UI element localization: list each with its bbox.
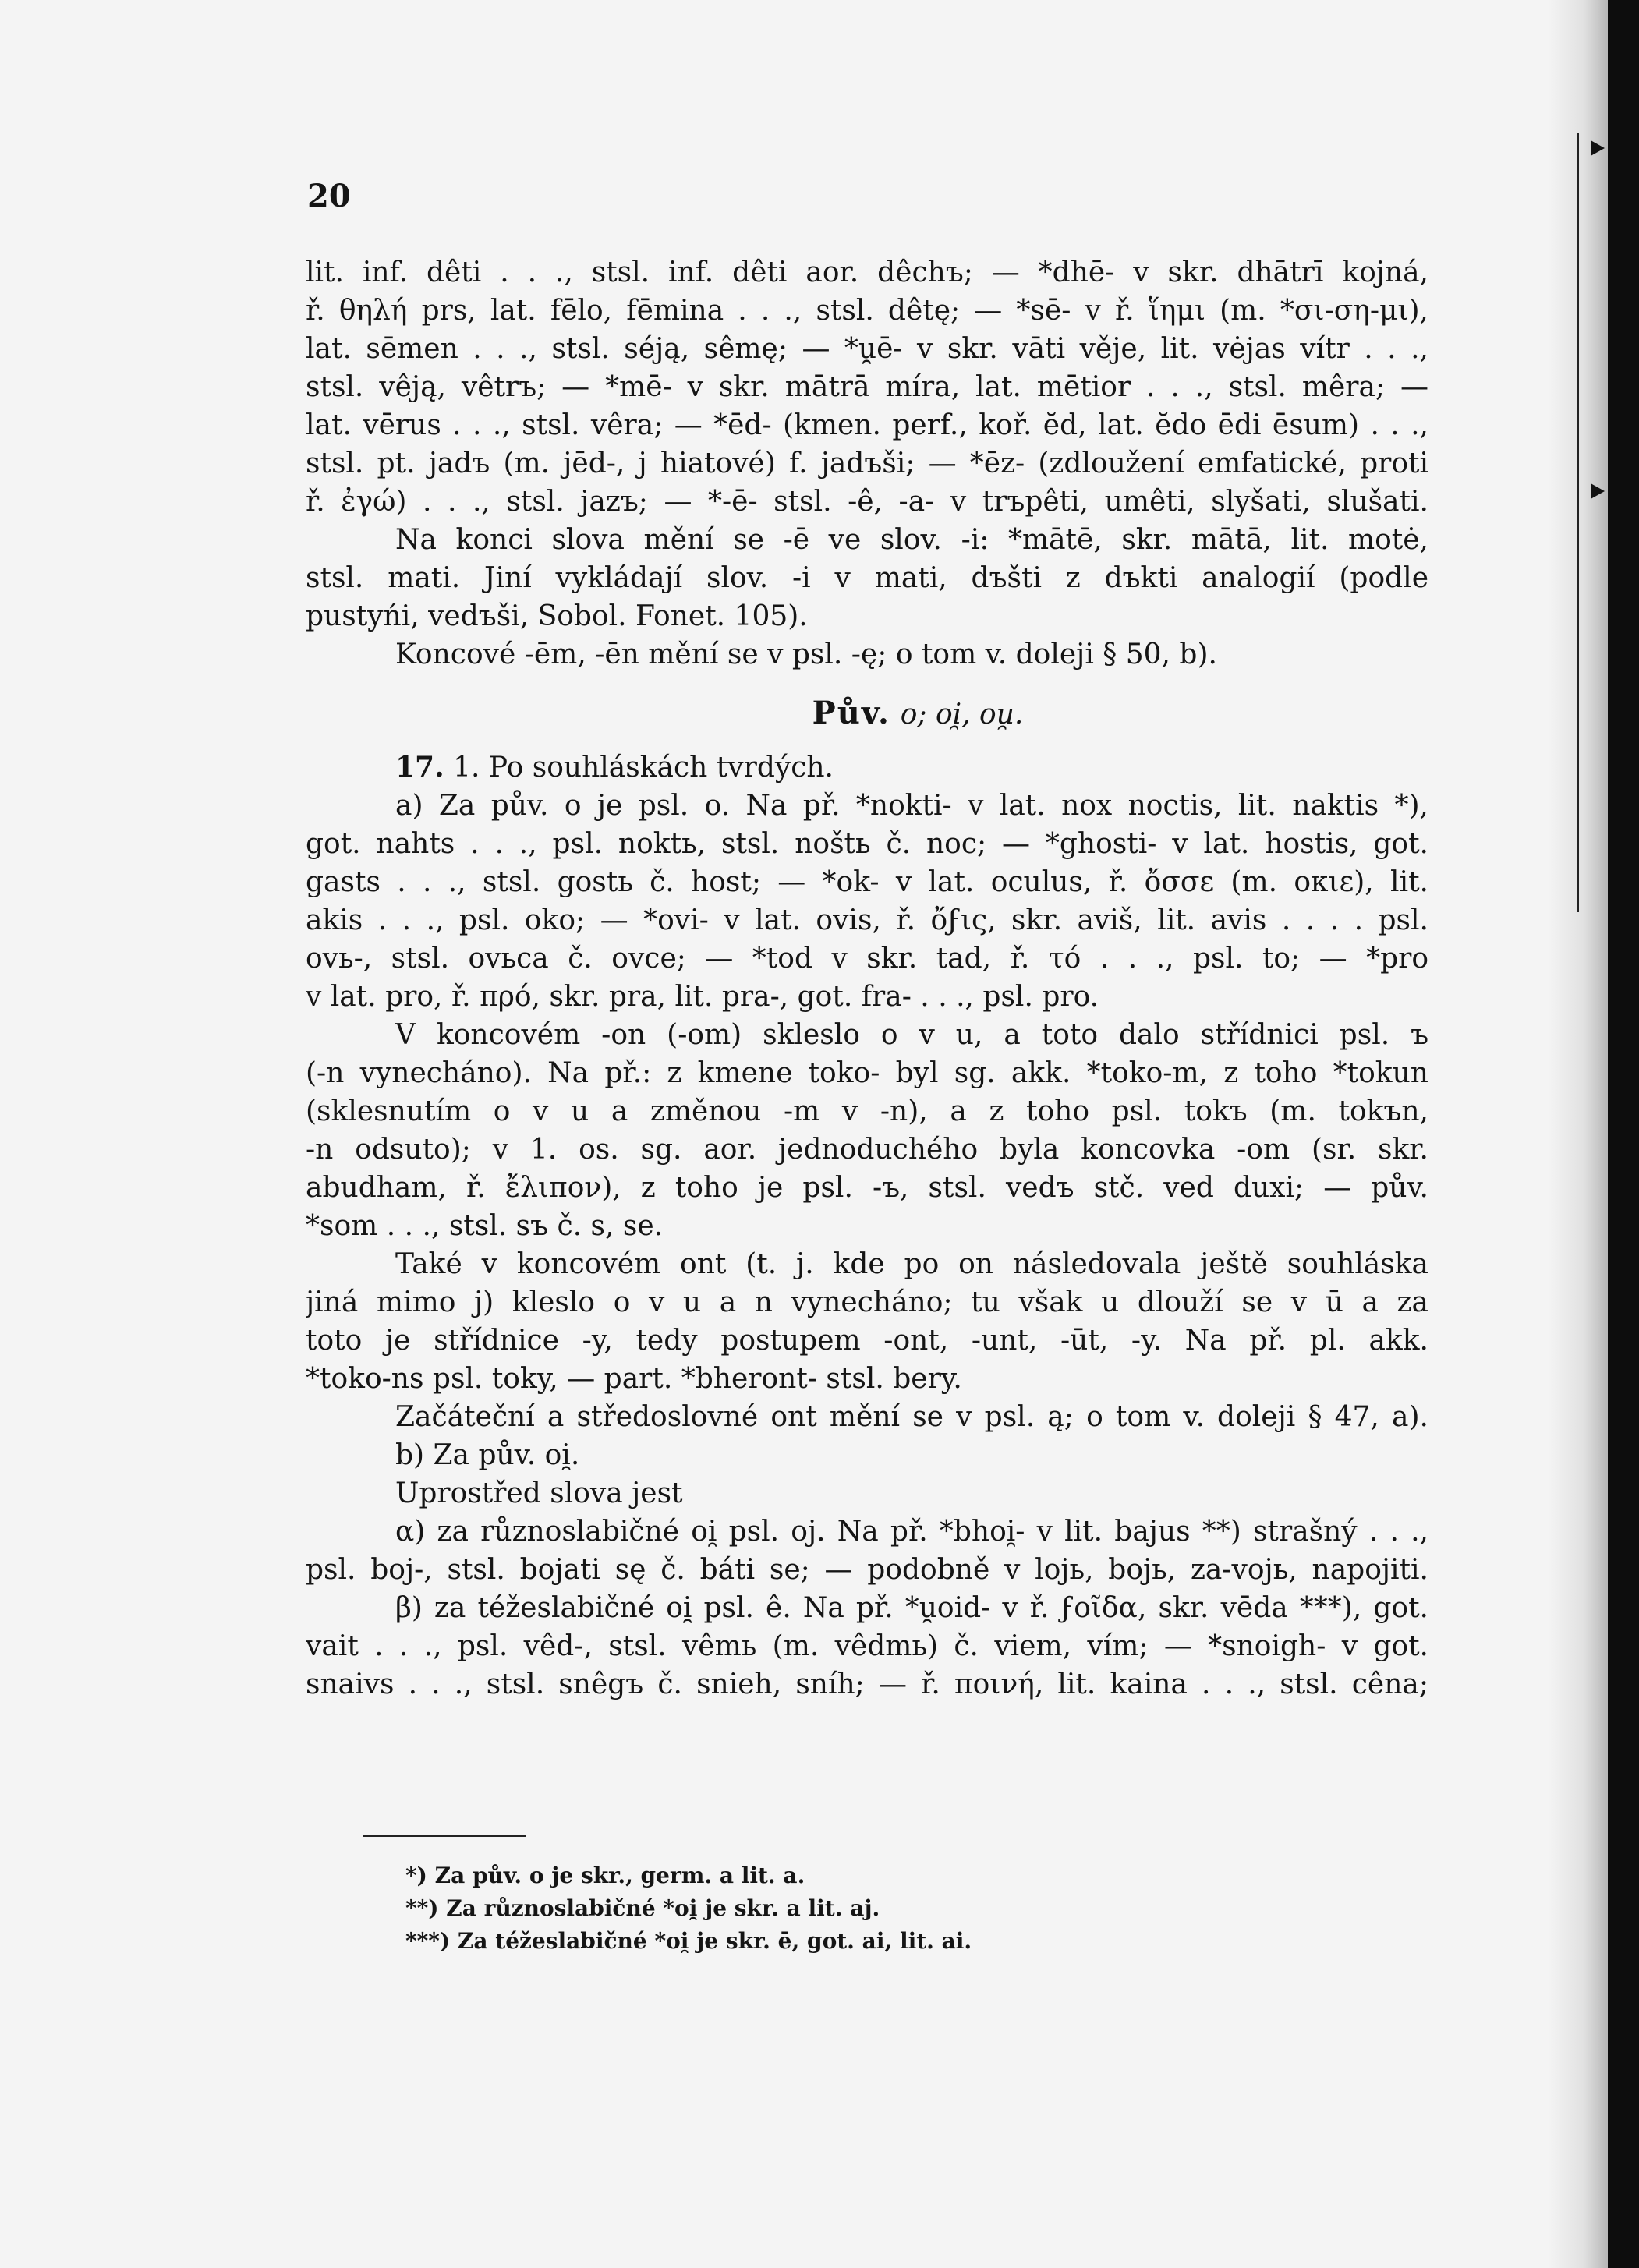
text-line: psl. boj-, stsl. bojati sę č. báti se; — podobně v lojь, bojь, za-vojь, napojiti.	[306, 1554, 1428, 1586]
text-line: lat. sēmen . . ., stsl. séją, sêmę; — *u̯ē- v skr. vāti věje, lit. vėjas vítr . . .,	[306, 333, 1428, 365]
footnote: *) Za pův. o je skr., germ. a lit. a.	[405, 1863, 805, 1888]
text-line: gasts . . ., stsl. gostь č. host; — *ok- v lat. oculus, ř. ὄσσε (m. οκιε), lit.	[306, 866, 1428, 898]
footnote: **) Za různoslabičné *oi̯ je skr. a lit. aj.	[405, 1895, 880, 1921]
text-line: a) Za pův. o je psl. o. Na př. *nokti- v lat. nox noctis, lit. naktis *),	[395, 790, 1428, 822]
text-line: got. nahts . . ., psl. noktь, stsl. noštь č. noc; — *ghosti- v lat. hostis, got.	[306, 828, 1428, 860]
text-line: (sklesnutím o v u a změnou -m v -n), a z toho psl. tokъ (m. tokъn,	[306, 1095, 1428, 1127]
text-line: v lat. pro, ř. πρό, skr. pra, lit. pra-, got. fra- . . ., psl. pro.	[306, 981, 1099, 1013]
text-line: Také v koncovém ont (t. j. kde po on následovala ještě souhláska	[395, 1248, 1428, 1280]
text-line: toto je střídnice -y, tedy postupem -ont, -unt, -ūt, -y. Na př. pl. akk.	[306, 1325, 1428, 1357]
text-line: stsl. pt. jadъ (m. jēd-, j hiatové) f. jadъši; — *ēz- (zdloužení emfatické, proti	[306, 448, 1428, 479]
text-line: stsl. vêją, vêtrъ; — *mē- v skr. mātrā míra, lat. mētior . . ., stsl. mêra; —	[306, 371, 1428, 403]
text-line: Na konci slova mění se -ē ve slov. -i: *mātē, skr. mātā, lit. motė,	[395, 524, 1428, 556]
section-heading	[306, 678, 1428, 748]
heading-variants: o; oi̯, ou̯.	[900, 699, 1024, 731]
text-line: b) Za pův. oi̯.	[395, 1439, 580, 1471]
footnote: ***) Za téžeslabičné *oi̯ je skr. ē, got. ai, lit. ai.	[405, 1928, 972, 1954]
section-text: 1. Po souhláskách tvrdých.	[453, 752, 834, 784]
text-line: -n odsuto); v 1. os. sg. aor. jednoduchého byla koncovka -om (sr. skr.	[306, 1134, 1428, 1166]
text-line: Začáteční a středoslovné ont mění se v psl. ą; o tom v. doleji § 47, a).	[395, 1401, 1428, 1433]
text-line: β) za téžeslabičné oi̯ psl. ê. Na př. *u̯oid- v ř. ϝοῖδα, skr. vēda ***), got.	[395, 1592, 1428, 1624]
heading-label: Pův.	[812, 695, 890, 731]
text-line: α) za různoslabičné oi̯ psl. oj. Na př. *bhoi̯- v lit. bajus **) strašný . . .,	[395, 1516, 1428, 1548]
text-line: *som . . ., stsl. sъ č. s, se.	[306, 1210, 664, 1242]
section-title	[306, 748, 1428, 787]
text-line: akis . . ., psl. oko; — *ovi- v lat. ovis, ř. ὄϝις, skr. aviš, lit. avis . . . . psl.	[306, 904, 1428, 936]
text-line: V koncovém -on (-om) skleslo o v u, a toto dalo střídnici psl. ъ	[395, 1019, 1428, 1051]
edge-mark	[1591, 483, 1605, 499]
footnotes	[405, 1859, 972, 1958]
text-line: jiná mimo j) kleslo o v u a n vynecháno; tu však u dlouží se v ū a za	[306, 1286, 1428, 1318]
edge-line	[1577, 133, 1579, 912]
text-line: (-n vynecháno). Na př.: z kmene toko- byl sg. akk. *toko-m, z toho *tokun	[306, 1057, 1428, 1089]
text-line: lat. vērus . . ., stsl. vêra; — *ēd- (kmen. perf., koř. ĕd, lat. ĕdo ēdi ēsum) . . .,	[306, 409, 1428, 441]
text-line: pustyńi, vedъši, Sobol. Fonet. 105).	[306, 600, 808, 632]
text-line: ř. θηλή prs, lat. fēlo, fēmina . . ., stsl. dêtę; — *sē- v ř. ἵημι (m. *σι-ση-μι),	[306, 295, 1428, 327]
page-number: 20	[307, 178, 351, 214]
text-line: vait . . ., psl. vêd-, stsl. vêmь (m. vêdmь) č. viem, vím; — *snoigh- v got.	[306, 1630, 1428, 1662]
text-line: snaivs . . ., stsl. snêgъ č. snieh, sníh; — ř. ποινή, lit. kaina . . ., stsl. cêna;	[306, 1668, 1428, 1700]
edge-mark	[1591, 140, 1605, 156]
text-line: lit. inf. dêti . . ., stsl. inf. dêti aor. dêchъ; — *dhē- v skr. dhātrī kojná,	[306, 257, 1428, 288]
text-line: ovь-, stsl. ovьca č. ovce; — *tod v skr. tad, ř. τό . . ., psl. to; — *pro	[306, 943, 1428, 975]
footnote-rule	[363, 1835, 526, 1837]
text-line: Uprostřed slova jest	[395, 1477, 683, 1509]
main-text	[306, 253, 1428, 1704]
section-number: 17.	[395, 751, 444, 784]
text-line: ř. ἐγώ) . . ., stsl. jazъ; — *-ē- stsl. -ê, -a- v trъpêti, umêti, slyšati, slušati.	[306, 486, 1428, 518]
text-line: Koncové -ēm, -ēn mění se v psl. -ę; o tom v. doleji § 50, b).	[395, 639, 1217, 670]
text-line: stsl. mati. Jiní vykládají slov. -i v mati, dъšti z dъkti analogií (podle	[306, 562, 1428, 594]
text-line: *toko-ns psl. toky, — part. *bheront- stsl. bery.	[306, 1363, 962, 1395]
text-line: abudham, ř. ἔλιπον), z toho je psl. -ъ, stsl. vedъ stč. ved duxi; — pův.	[306, 1172, 1428, 1204]
